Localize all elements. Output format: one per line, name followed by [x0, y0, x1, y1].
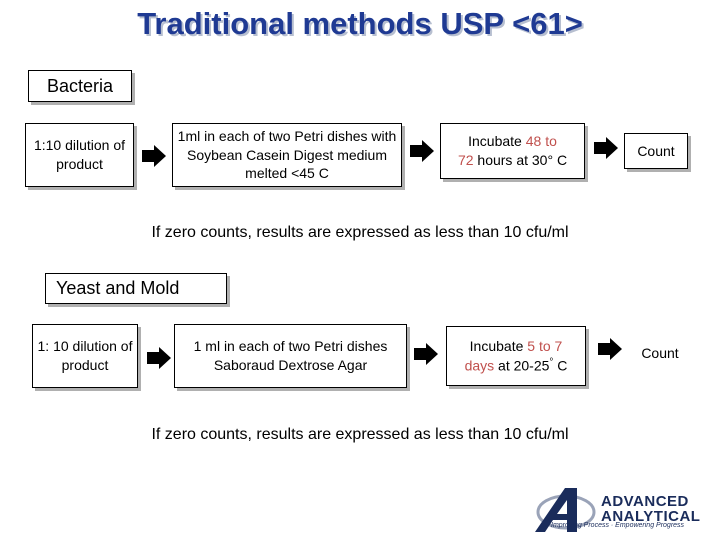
logo-line1: ADVANCED: [601, 493, 689, 510]
yeast-plating-step: 1 ml in each of two Petri dishes Saboraud Dextrose Agar: [174, 324, 407, 388]
yeast-count-step: Count: [628, 337, 692, 369]
arrow-icon: [594, 137, 618, 159]
arrow-icon: [410, 140, 434, 162]
bacteria-plating-step: 1ml in each of two Petri dishes with Soybean Casein Digest medium melted <45 C: [172, 123, 402, 187]
arrow-icon: [414, 343, 438, 365]
logo-tagline: Improving Process · Empowering Progress: [551, 522, 685, 529]
yeast-incubate-step: Incubate 5 to 7 days at 20-25° C: [446, 326, 586, 386]
bacteria-incubate-step: Incubate 48 to 72 hours at 30° C: [440, 123, 585, 179]
bacteria-heading-text: Bacteria: [46, 75, 114, 96]
page-title: Traditional methods USP <61>: [137, 6, 583, 41]
yeast-mold-heading-text: Yeast and Mold: [56, 278, 180, 298]
bacteria-result-note: If zero counts, results are expressed as less than 10 cfu/ml: [151, 224, 569, 241]
bacteria-heading: [28, 70, 132, 102]
logo-line2: ANALYTICAL: [601, 508, 701, 525]
arrow-icon: [142, 145, 166, 167]
yeast-dilution-step: 1: 10 dilution of product: [32, 324, 138, 388]
yeast-mold-heading: [45, 273, 227, 304]
arrow-icon: [147, 347, 171, 369]
company-logo: [535, 486, 715, 536]
arrow-icon: [598, 338, 622, 360]
yeast-result-note: If zero counts, results are expressed as less than 10 cfu/ml: [151, 426, 569, 443]
bacteria-count-step: Count: [624, 133, 688, 169]
bacteria-dilution-step: 1:10 dilution of product: [25, 123, 134, 187]
